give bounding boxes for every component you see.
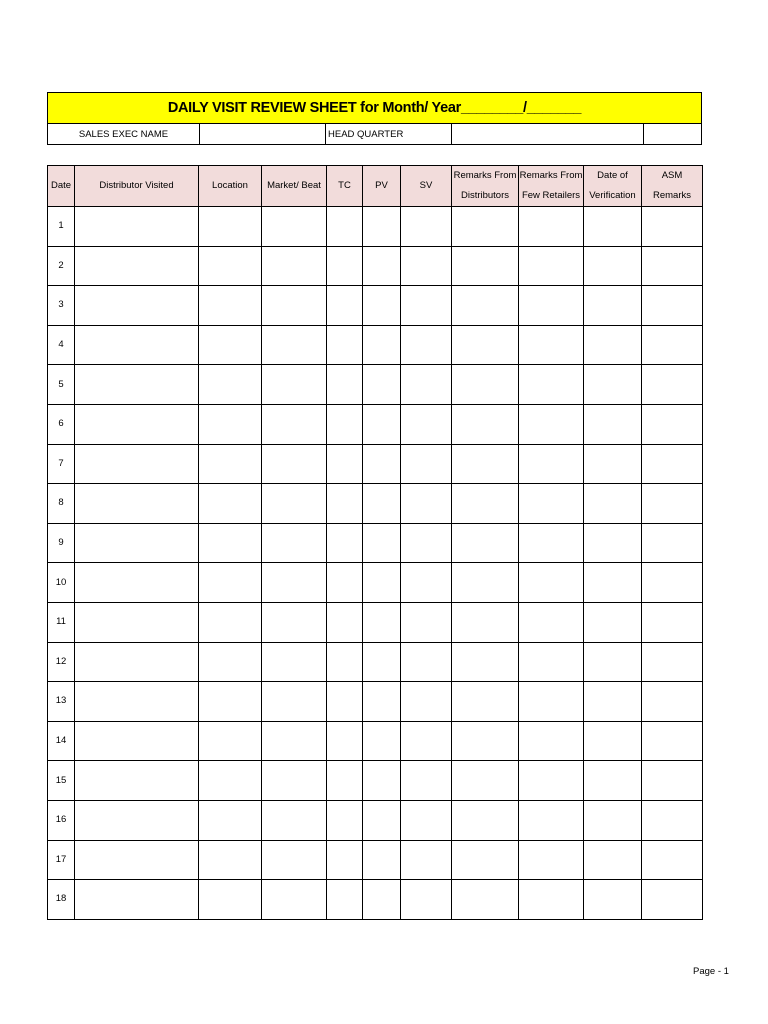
market-beat-cell[interactable] <box>262 682 327 722</box>
market-beat-cell[interactable] <box>262 444 327 484</box>
table-row <box>48 404 703 444</box>
sv-cell[interactable] <box>401 444 452 484</box>
visit-table <box>47 165 703 920</box>
date-of-verification-cell[interactable] <box>584 444 642 484</box>
market-beat-cell[interactable] <box>262 484 327 524</box>
date-of-verification-cell[interactable] <box>584 365 642 405</box>
table-row <box>48 523 703 563</box>
remarks-distributors-cell[interactable] <box>452 246 519 286</box>
market-beat-cell[interactable] <box>262 246 327 286</box>
pv-cell[interactable] <box>363 602 401 642</box>
location-cell[interactable] <box>199 840 262 880</box>
remarks-distributors-cell[interactable] <box>452 563 519 603</box>
location-cell[interactable] <box>199 365 262 405</box>
tc-cell[interactable] <box>327 365 363 405</box>
distributor-visited-cell[interactable] <box>75 880 199 920</box>
remarks-retailers-cell[interactable] <box>519 484 584 524</box>
remarks-distributors-cell[interactable] <box>452 207 519 247</box>
date-of-verification-cell[interactable] <box>584 404 642 444</box>
row-date-cell: 17 <box>48 840 75 880</box>
info-blank-cell <box>644 124 702 144</box>
tc-cell[interactable] <box>327 444 363 484</box>
location-cell[interactable] <box>199 880 262 920</box>
table-body <box>48 207 703 920</box>
market-beat-cell[interactable] <box>262 642 327 682</box>
market-beat-cell[interactable] <box>262 840 327 880</box>
head-quarter-label <box>326 124 452 144</box>
table-row <box>48 365 703 405</box>
market-beat-cell[interactable] <box>262 800 327 840</box>
row-date-cell: 15 <box>48 761 75 801</box>
distributor-visited-cell[interactable] <box>75 721 199 761</box>
market-beat-cell[interactable] <box>262 563 327 603</box>
distributor-visited-cell[interactable] <box>75 800 199 840</box>
row-date-cell: 6 <box>48 404 75 444</box>
asm-remarks-cell[interactable] <box>642 682 703 722</box>
distributor-visited-cell[interactable] <box>75 602 199 642</box>
pv-cell[interactable] <box>363 563 401 603</box>
remarks-retailers-cell[interactable] <box>519 721 584 761</box>
remarks-retailers-cell[interactable] <box>519 840 584 880</box>
location-cell[interactable] <box>199 800 262 840</box>
row-date-cell: 1 <box>48 207 75 247</box>
distributor-visited-cell[interactable] <box>75 563 199 603</box>
remarks-retailers-cell[interactable] <box>519 444 584 484</box>
location-cell[interactable] <box>199 602 262 642</box>
date-of-verification-cell[interactable] <box>584 602 642 642</box>
table-row <box>48 840 703 880</box>
date-of-verification-cell[interactable] <box>584 800 642 840</box>
date-of-verification-cell[interactable] <box>584 207 642 247</box>
pv-cell[interactable] <box>363 286 401 326</box>
distributor-visited-cell[interactable] <box>75 840 199 880</box>
remarks-retailers-cell[interactable] <box>519 286 584 326</box>
location-cell[interactable] <box>199 721 262 761</box>
header-date: Date <box>48 166 75 207</box>
remarks-distributors-cell[interactable] <box>452 721 519 761</box>
date-of-verification-cell[interactable] <box>584 484 642 524</box>
row-date-cell: 10 <box>48 563 75 603</box>
location-cell[interactable] <box>199 246 262 286</box>
market-beat-cell[interactable] <box>262 523 327 563</box>
location-cell[interactable] <box>199 563 262 603</box>
remarks-retailers-cell[interactable] <box>519 404 584 444</box>
row-date-cell: 14 <box>48 721 75 761</box>
info-row <box>47 124 702 145</box>
remarks-distributors-cell[interactable] <box>452 642 519 682</box>
remarks-retailers-cell[interactable] <box>519 246 584 286</box>
asm-remarks-cell[interactable] <box>642 880 703 920</box>
location-cell[interactable] <box>199 682 262 722</box>
row-date-cell: 18 <box>48 880 75 920</box>
sales-exec-label-text: SALES EXEC NAME <box>78 128 169 140</box>
date-of-verification-cell[interactable] <box>584 325 642 365</box>
sv-cell[interactable] <box>401 721 452 761</box>
location-cell[interactable] <box>199 325 262 365</box>
sv-cell[interactable] <box>401 642 452 682</box>
distributor-visited-cell[interactable] <box>75 484 199 524</box>
head-quarter-label-text: HEAD QUARTER <box>328 128 404 140</box>
market-beat-cell[interactable] <box>262 602 327 642</box>
sv-cell[interactable] <box>401 484 452 524</box>
pv-cell[interactable] <box>363 444 401 484</box>
remarks-retailers-cell[interactable] <box>519 365 584 405</box>
tc-cell[interactable] <box>327 404 363 444</box>
row-date-cell: 9 <box>48 523 75 563</box>
pv-cell[interactable] <box>363 484 401 524</box>
remarks-distributors-cell[interactable] <box>452 840 519 880</box>
distributor-visited-cell[interactable] <box>75 286 199 326</box>
location-cell[interactable] <box>199 404 262 444</box>
asm-remarks-cell[interactable] <box>642 246 703 286</box>
location-cell[interactable] <box>199 484 262 524</box>
pv-cell[interactable] <box>363 682 401 722</box>
table-row <box>48 761 703 801</box>
sv-cell[interactable] <box>401 325 452 365</box>
pv-cell[interactable] <box>363 642 401 682</box>
row-date-cell: 5 <box>48 365 75 405</box>
table-header-row <box>48 166 703 207</box>
table-row <box>48 800 703 840</box>
remarks-retailers-cell[interactable] <box>519 523 584 563</box>
remarks-distributors-cell[interactable] <box>452 682 519 722</box>
distributor-visited-cell[interactable] <box>75 246 199 286</box>
pv-cell[interactable] <box>363 523 401 563</box>
header-tc: TC <box>327 166 363 207</box>
sales-exec-value[interactable] <box>200 124 326 144</box>
tc-cell[interactable] <box>327 642 363 682</box>
row-date-cell: 3 <box>48 286 75 326</box>
location-cell[interactable] <box>199 761 262 801</box>
distributor-visited-cell[interactable] <box>75 642 199 682</box>
market-beat-cell[interactable] <box>262 365 327 405</box>
header-location: Location <box>199 166 262 207</box>
header-market-beat: Market/ Beat <box>262 166 327 207</box>
sv-cell[interactable] <box>401 365 452 405</box>
market-beat-cell[interactable] <box>262 721 327 761</box>
pv-cell[interactable] <box>363 880 401 920</box>
table-row <box>48 721 703 761</box>
table-row <box>48 880 703 920</box>
remarks-distributors-cell[interactable] <box>452 880 519 920</box>
sv-cell[interactable] <box>401 404 452 444</box>
distributor-visited-cell[interactable] <box>75 404 199 444</box>
distributor-visited-cell[interactable] <box>75 761 199 801</box>
sv-cell[interactable] <box>401 682 452 722</box>
sheet-title: DAILY VISIT REVIEW SHEET for Month/ Year________/_______ <box>47 92 702 124</box>
market-beat-cell[interactable] <box>262 761 327 801</box>
row-date-cell: 16 <box>48 800 75 840</box>
sv-cell[interactable] <box>401 602 452 642</box>
remarks-retailers-cell[interactable] <box>519 325 584 365</box>
tc-cell[interactable] <box>327 207 363 247</box>
table-row <box>48 602 703 642</box>
tc-cell[interactable] <box>327 800 363 840</box>
sv-cell[interactable] <box>401 207 452 247</box>
remarks-distributors-cell[interactable] <box>452 523 519 563</box>
remarks-retailers-cell[interactable] <box>519 563 584 603</box>
location-cell[interactable] <box>199 286 262 326</box>
table-row <box>48 325 703 365</box>
distributor-visited-cell[interactable] <box>75 444 199 484</box>
market-beat-cell[interactable] <box>262 207 327 247</box>
sv-cell[interactable] <box>401 840 452 880</box>
distributor-visited-cell[interactable] <box>75 682 199 722</box>
date-of-verification-cell[interactable] <box>584 286 642 326</box>
sv-cell[interactable] <box>401 286 452 326</box>
table-row <box>48 563 703 603</box>
location-cell[interactable] <box>199 444 262 484</box>
table-row <box>48 286 703 326</box>
pv-cell[interactable] <box>363 800 401 840</box>
header-sv: SV <box>401 166 452 207</box>
tc-cell[interactable] <box>327 563 363 603</box>
remarks-distributors-cell[interactable] <box>452 325 519 365</box>
pv-cell[interactable] <box>363 721 401 761</box>
tc-cell[interactable] <box>327 286 363 326</box>
sv-cell[interactable] <box>401 246 452 286</box>
remarks-distributors-cell[interactable] <box>452 444 519 484</box>
row-date-cell: 12 <box>48 642 75 682</box>
tc-cell[interactable] <box>327 484 363 524</box>
head-quarter-value[interactable] <box>452 124 644 144</box>
header-pv: PV <box>363 166 401 207</box>
remarks-distributors-cell[interactable] <box>452 484 519 524</box>
sv-cell[interactable] <box>401 761 452 801</box>
date-of-verification-cell[interactable] <box>584 563 642 603</box>
tc-cell[interactable] <box>327 761 363 801</box>
asm-remarks-cell[interactable] <box>642 602 703 642</box>
asm-remarks-cell[interactable] <box>642 484 703 524</box>
asm-remarks-cell[interactable] <box>642 642 703 682</box>
header-date-of-verification: Date of Verification <box>584 166 642 207</box>
row-date-cell: 13 <box>48 682 75 722</box>
asm-remarks-cell[interactable] <box>642 761 703 801</box>
date-of-verification-cell[interactable] <box>584 840 642 880</box>
asm-remarks-cell[interactable] <box>642 325 703 365</box>
pv-cell[interactable] <box>363 840 401 880</box>
market-beat-cell[interactable] <box>262 325 327 365</box>
tc-cell[interactable] <box>327 246 363 286</box>
asm-remarks-cell[interactable] <box>642 365 703 405</box>
asm-remarks-cell[interactable] <box>642 207 703 247</box>
sv-cell[interactable] <box>401 563 452 603</box>
remarks-distributors-cell[interactable] <box>452 800 519 840</box>
tc-cell[interactable] <box>327 721 363 761</box>
market-beat-cell[interactable] <box>262 286 327 326</box>
pv-cell[interactable] <box>363 207 401 247</box>
distributor-visited-cell[interactable] <box>75 325 199 365</box>
tc-cell[interactable] <box>327 325 363 365</box>
tc-cell[interactable] <box>327 880 363 920</box>
pv-cell[interactable] <box>363 404 401 444</box>
remarks-retailers-cell[interactable] <box>519 682 584 722</box>
pv-cell[interactable] <box>363 246 401 286</box>
header-remarks-distributors: Remarks From Distributors <box>452 166 519 207</box>
sales-exec-label <box>48 124 200 144</box>
header-asm-remarks: ASM Remarks <box>642 166 703 207</box>
date-of-verification-cell[interactable] <box>584 682 642 722</box>
table-row <box>48 642 703 682</box>
page-number: Page - 1 <box>693 966 729 977</box>
pv-cell[interactable] <box>363 365 401 405</box>
distributor-visited-cell[interactable] <box>75 523 199 563</box>
tc-cell[interactable] <box>327 602 363 642</box>
asm-remarks-cell[interactable] <box>642 444 703 484</box>
asm-remarks-cell[interactable] <box>642 286 703 326</box>
header-remarks-retailers: Remarks From Few Retailers <box>519 166 584 207</box>
asm-remarks-cell[interactable] <box>642 840 703 880</box>
date-of-verification-cell[interactable] <box>584 721 642 761</box>
sv-cell[interactable] <box>401 523 452 563</box>
date-of-verification-cell[interactable] <box>584 761 642 801</box>
header-distributor-visited: Distributor Visited <box>75 166 199 207</box>
location-cell[interactable] <box>199 523 262 563</box>
remarks-retailers-cell[interactable] <box>519 761 584 801</box>
row-date-cell: 8 <box>48 484 75 524</box>
tc-cell[interactable] <box>327 682 363 722</box>
remarks-retailers-cell[interactable] <box>519 880 584 920</box>
table-row <box>48 444 703 484</box>
sv-cell[interactable] <box>401 880 452 920</box>
row-date-cell: 7 <box>48 444 75 484</box>
remarks-retailers-cell[interactable] <box>519 602 584 642</box>
asm-remarks-cell[interactable] <box>642 523 703 563</box>
tc-cell[interactable] <box>327 840 363 880</box>
location-cell[interactable] <box>199 642 262 682</box>
remarks-distributors-cell[interactable] <box>452 286 519 326</box>
asm-remarks-cell[interactable] <box>642 721 703 761</box>
asm-remarks-cell[interactable] <box>642 800 703 840</box>
market-beat-cell[interactable] <box>262 404 327 444</box>
pv-cell[interactable] <box>363 761 401 801</box>
pv-cell[interactable] <box>363 325 401 365</box>
date-of-verification-cell[interactable] <box>584 642 642 682</box>
remarks-retailers-cell[interactable] <box>519 800 584 840</box>
location-cell[interactable] <box>199 207 262 247</box>
remarks-distributors-cell[interactable] <box>452 404 519 444</box>
remarks-distributors-cell[interactable] <box>452 602 519 642</box>
table-row <box>48 207 703 247</box>
distributor-visited-cell[interactable] <box>75 365 199 405</box>
remarks-distributors-cell[interactable] <box>452 365 519 405</box>
table-row <box>48 682 703 722</box>
remarks-distributors-cell[interactable] <box>452 761 519 801</box>
remarks-retailers-cell[interactable] <box>519 642 584 682</box>
date-of-verification-cell[interactable] <box>584 880 642 920</box>
table-row <box>48 246 703 286</box>
distributor-visited-cell[interactable] <box>75 207 199 247</box>
tc-cell[interactable] <box>327 523 363 563</box>
row-date-cell: 4 <box>48 325 75 365</box>
market-beat-cell[interactable] <box>262 880 327 920</box>
asm-remarks-cell[interactable] <box>642 404 703 444</box>
table-row <box>48 484 703 524</box>
remarks-retailers-cell[interactable] <box>519 207 584 247</box>
row-date-cell: 11 <box>48 602 75 642</box>
date-of-verification-cell[interactable] <box>584 523 642 563</box>
sv-cell[interactable] <box>401 800 452 840</box>
asm-remarks-cell[interactable] <box>642 563 703 603</box>
date-of-verification-cell[interactable] <box>584 246 642 286</box>
row-date-cell: 2 <box>48 246 75 286</box>
